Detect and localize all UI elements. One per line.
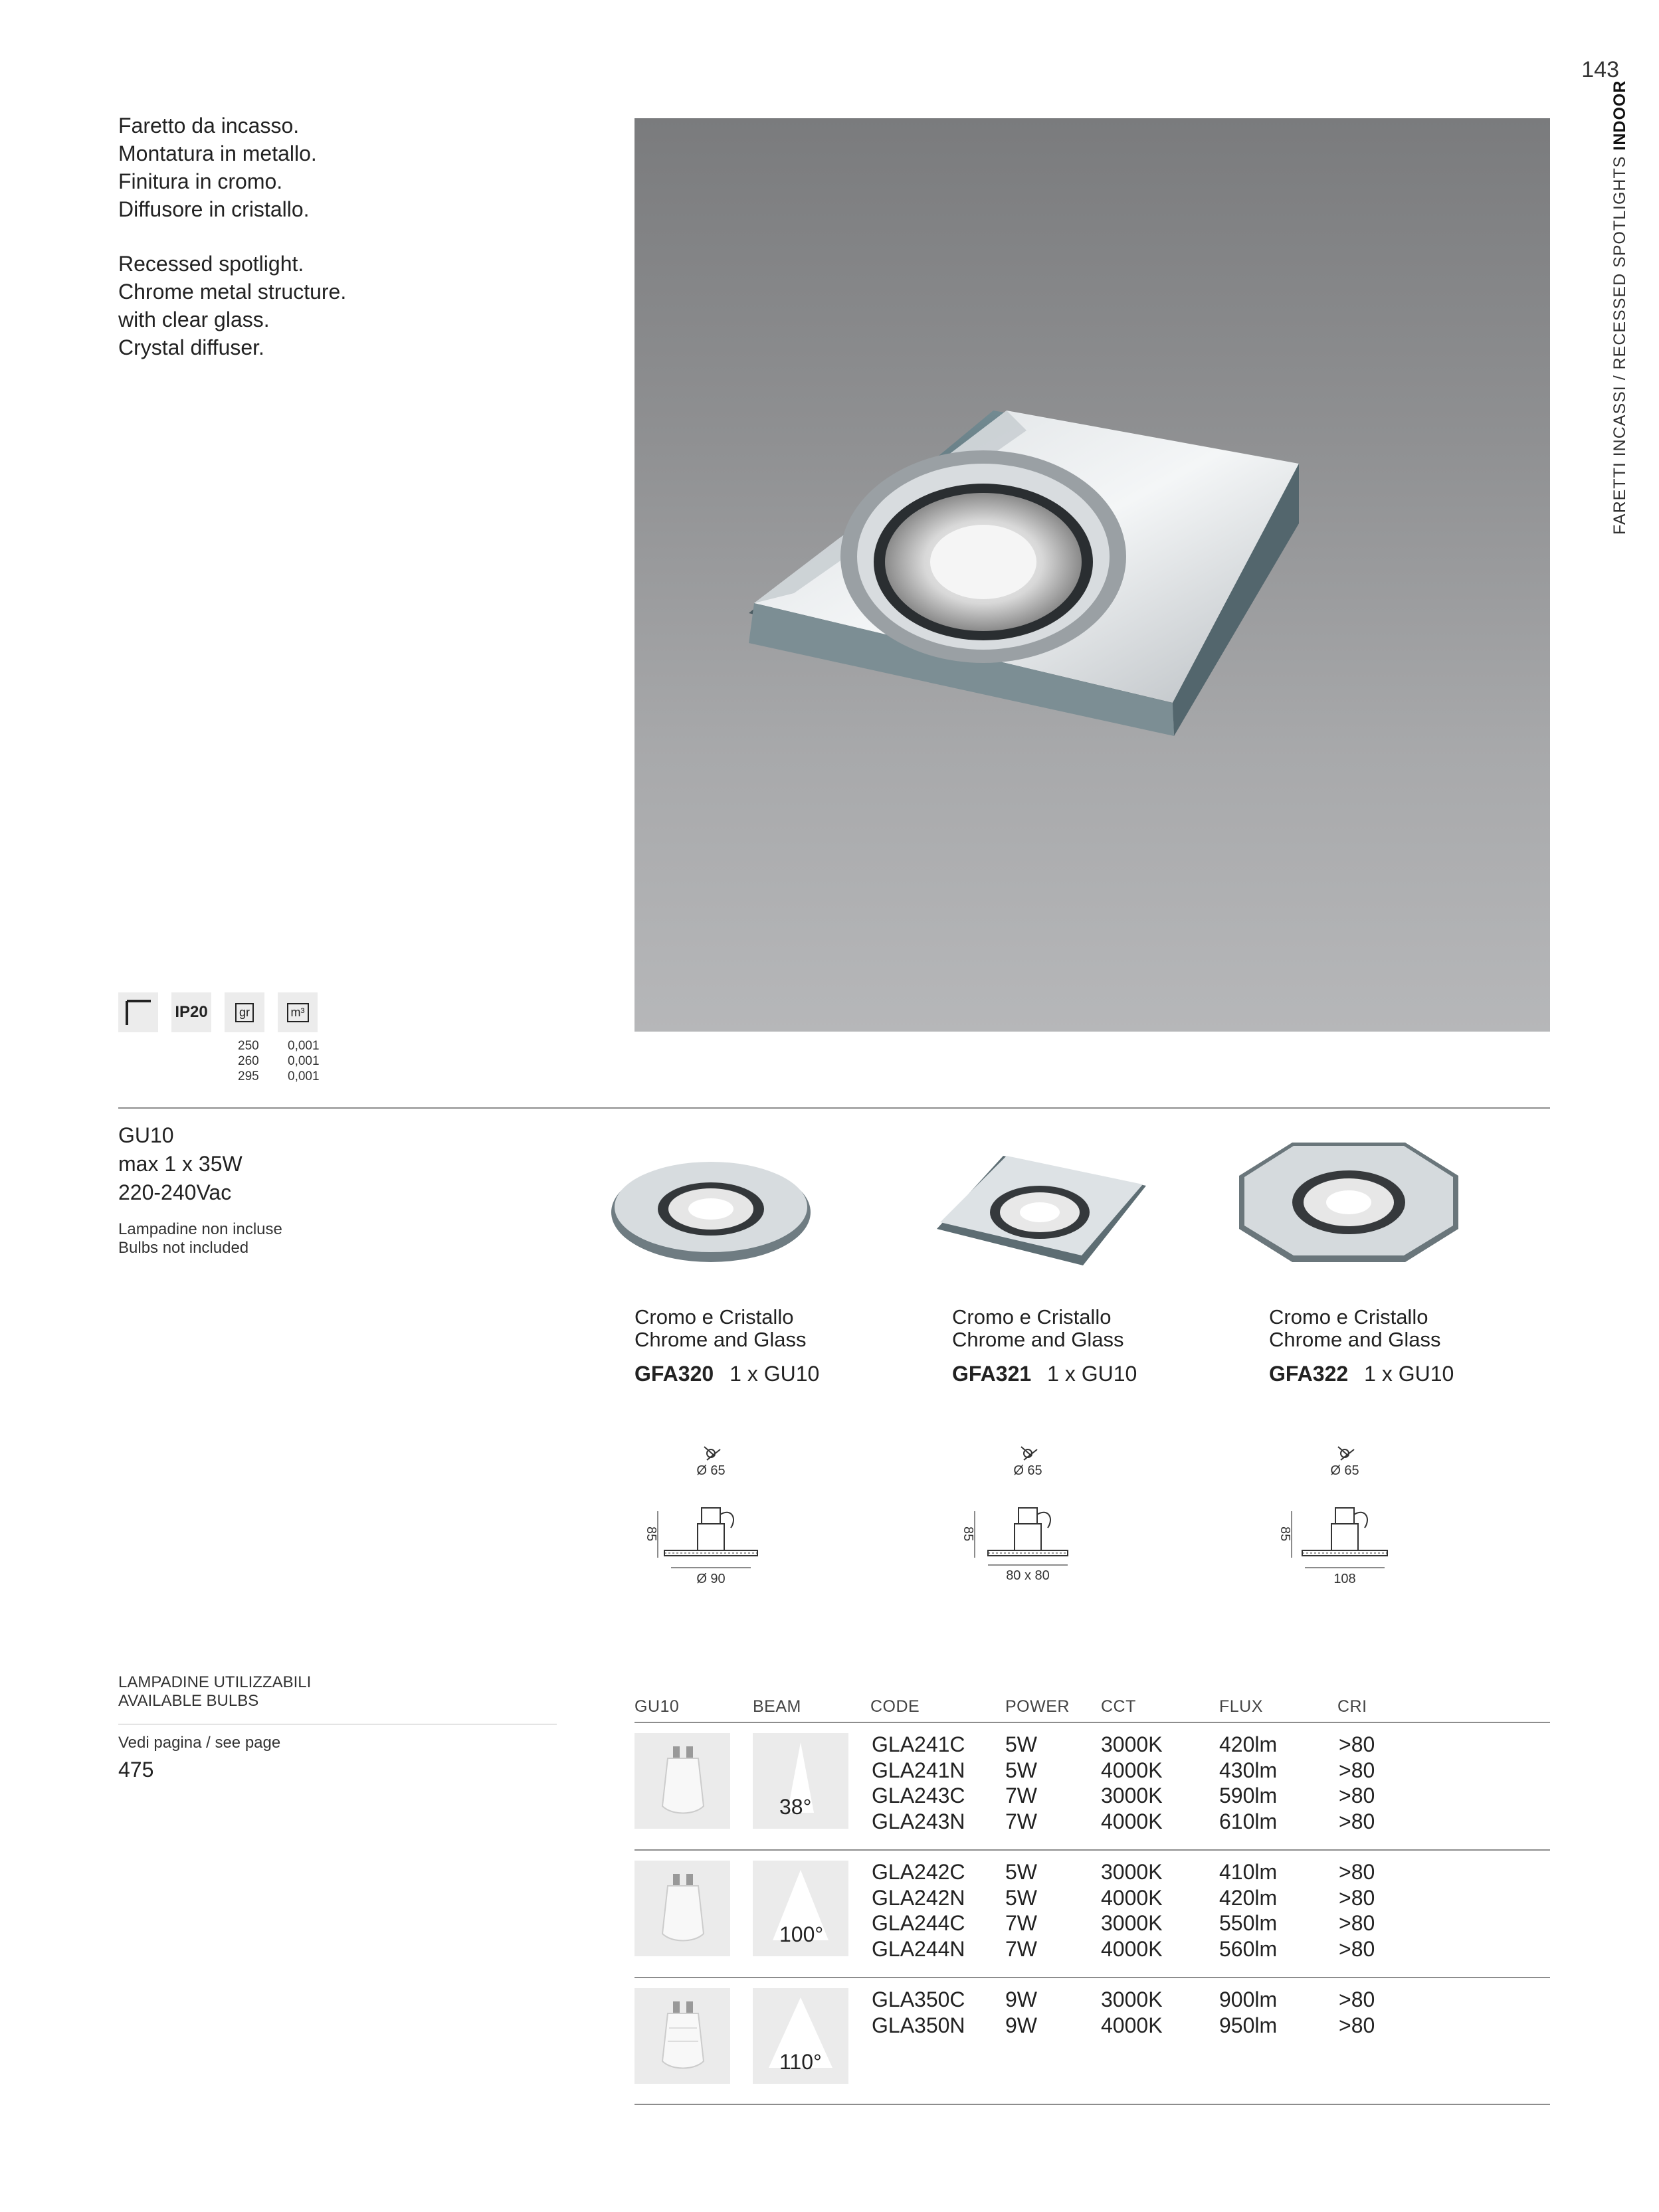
codes-column bbox=[872, 1732, 965, 1834]
product-photo-octagon bbox=[1232, 1136, 1465, 1272]
side-label-regular: FARETTI INCASSI / RECESSED SPOTLIGHTS bbox=[1610, 155, 1629, 535]
bulb-photo bbox=[634, 1733, 730, 1829]
finish-en: Chrome and Glass bbox=[634, 1328, 807, 1351]
beam-angle: 38° bbox=[779, 1795, 812, 1819]
square-spotlight-illustration bbox=[634, 118, 1550, 1032]
product-description bbox=[118, 112, 346, 388]
bulb-power: 9W bbox=[1005, 1987, 1037, 2011]
desc-it-line: Faretto da incasso. bbox=[118, 114, 300, 138]
bulb-cri: >80 bbox=[1339, 1885, 1375, 1910]
bulb-cct: 4000K bbox=[1101, 2013, 1163, 2037]
hole-dimension: Ø 65 bbox=[1013, 1463, 1042, 1478]
volume-value: 0,001 bbox=[288, 1069, 320, 1083]
power-column bbox=[1005, 1732, 1037, 1834]
bulb-flux: 420lm bbox=[1219, 1732, 1278, 1756]
product-finish bbox=[1269, 1306, 1440, 1351]
bulb-power: 7W bbox=[1005, 1809, 1037, 1833]
product-code: GFA320 bbox=[634, 1362, 714, 1386]
bulb-code: GLA241N bbox=[872, 1758, 965, 1782]
weight-value: 260 bbox=[238, 1054, 259, 1068]
bulb-flux: 550lm bbox=[1219, 1911, 1278, 1935]
bulb-photo bbox=[634, 1861, 730, 1956]
bulb-code: GLA243N bbox=[872, 1809, 965, 1833]
product-code-line bbox=[634, 1362, 819, 1386]
power-column bbox=[1005, 1859, 1037, 1962]
bulb-photo bbox=[634, 1988, 730, 2084]
desc-it-line: Finitura in cromo. bbox=[118, 169, 283, 193]
weight-value: 250 bbox=[238, 1039, 259, 1053]
bulbs-note-en: Bulbs not included bbox=[118, 1239, 249, 1257]
bulb-code: GLA242C bbox=[872, 1860, 965, 1884]
bulb-flux: 420lm bbox=[1219, 1885, 1278, 1910]
desc-it-line: Montatura in metallo. bbox=[118, 141, 317, 165]
bulb-cri: >80 bbox=[1339, 1809, 1375, 1833]
bulb-cct: 3000K bbox=[1101, 1860, 1163, 1884]
icon-row bbox=[118, 992, 318, 1032]
bulb-cct: 4000K bbox=[1101, 1885, 1163, 1910]
size-dimension: Ø 90 bbox=[696, 1572, 726, 1586]
weight-unit: gr bbox=[235, 1003, 254, 1022]
ceiling-mount-icon bbox=[118, 992, 158, 1032]
gu10-bulb-icon bbox=[634, 1861, 730, 1956]
header-cri: CRI bbox=[1337, 1697, 1367, 1716]
available-bulbs-title bbox=[118, 1673, 311, 1710]
cri-column bbox=[1339, 1987, 1375, 2038]
height-dimension: 85 bbox=[961, 1526, 975, 1542]
section-side-label bbox=[1610, 80, 1630, 535]
side-label-bold: INDOOR bbox=[1610, 80, 1629, 151]
tilt-icon bbox=[704, 1447, 720, 1460]
bulb-cct: 3000K bbox=[1101, 1911, 1163, 1935]
product-code: GFA321 bbox=[952, 1362, 1032, 1386]
bulb-cri: >80 bbox=[1339, 1911, 1375, 1935]
bulb-flux: 430lm bbox=[1219, 1758, 1278, 1782]
bulb-cct: 3000K bbox=[1101, 1784, 1163, 1807]
electrical-specs bbox=[118, 1121, 243, 1207]
finish-en: Chrome and Glass bbox=[952, 1328, 1124, 1351]
bulb-code: GLA242N bbox=[872, 1885, 965, 1910]
weight-icon bbox=[225, 992, 264, 1032]
desc-en-line: Recessed spotlight. bbox=[118, 252, 304, 276]
spec-line: 220-240Vac bbox=[118, 1180, 232, 1204]
table-header-divider bbox=[634, 1722, 1550, 1723]
bulb-cct: 3000K bbox=[1101, 1987, 1163, 2011]
tilt-icon bbox=[1338, 1447, 1354, 1460]
desc-en-line: with clear glass. bbox=[118, 308, 270, 331]
see-page-number: 475 bbox=[118, 1758, 154, 1782]
tilt-icon bbox=[1021, 1447, 1037, 1460]
product-photo-square bbox=[930, 1146, 1149, 1275]
bulb-cri: >80 bbox=[1339, 1936, 1375, 1961]
spec-line: GU10 bbox=[118, 1123, 174, 1147]
technical-drawing bbox=[638, 1441, 784, 1594]
hero-product-photo bbox=[634, 118, 1550, 1032]
hole-dimension: Ø 65 bbox=[696, 1463, 726, 1478]
product-photo-round bbox=[601, 1146, 821, 1275]
bulb-flux: 900lm bbox=[1219, 1987, 1278, 2011]
cri-column bbox=[1339, 1859, 1375, 1962]
size-dimension: 80 x 80 bbox=[1006, 1568, 1050, 1583]
bulb-code: GLA241C bbox=[872, 1732, 965, 1756]
bulb-code: GLA350N bbox=[872, 2013, 965, 2037]
cct-column bbox=[1101, 1859, 1163, 1962]
product-code-line bbox=[1269, 1362, 1454, 1386]
bulb-code: GLA350C bbox=[872, 1987, 965, 2011]
header-power: POWER bbox=[1005, 1697, 1070, 1716]
available-bulbs-it: LAMPADINE UTILIZZABILI bbox=[118, 1673, 312, 1691]
bulb-code: GLA244N bbox=[872, 1936, 965, 1961]
cct-column bbox=[1101, 1987, 1163, 2038]
bulb-code: GLA243C bbox=[872, 1784, 965, 1807]
flux-column bbox=[1219, 1987, 1277, 2038]
bulb-flux: 610lm bbox=[1219, 1809, 1278, 1833]
gu10-bulb-icon bbox=[634, 1988, 730, 2084]
header-beam: BEAM bbox=[753, 1697, 801, 1716]
product-code-line bbox=[952, 1362, 1137, 1386]
bulb-cct: 4000K bbox=[1101, 1809, 1163, 1833]
bulb-cct: 3000K bbox=[1101, 1732, 1163, 1756]
finish-en: Chrome and Glass bbox=[1269, 1328, 1441, 1351]
weights-list bbox=[238, 1038, 259, 1084]
bulb-power: 5W bbox=[1005, 1860, 1037, 1884]
bulb-power: 5W bbox=[1005, 1732, 1037, 1756]
bulb-cri: >80 bbox=[1339, 1732, 1375, 1756]
flux-column bbox=[1219, 1859, 1277, 1962]
volumes-list bbox=[288, 1038, 320, 1084]
bulb-power: 7W bbox=[1005, 1911, 1037, 1935]
codes-column bbox=[872, 1987, 965, 2038]
gu10-bulb-icon bbox=[634, 1733, 730, 1829]
bulb-power: 7W bbox=[1005, 1936, 1037, 1961]
bulb-cct: 4000K bbox=[1101, 1936, 1163, 1961]
finish-it: Cromo e Cristallo bbox=[1269, 1305, 1428, 1329]
product-finish bbox=[634, 1306, 806, 1351]
spec-line: max 1 x 35W bbox=[118, 1152, 243, 1176]
cct-column bbox=[1101, 1732, 1163, 1834]
bulb-power: 5W bbox=[1005, 1758, 1037, 1782]
beam-angle: 100° bbox=[779, 1922, 824, 1946]
bulb-flux: 410lm bbox=[1219, 1860, 1278, 1884]
bulbs-note bbox=[118, 1220, 282, 1257]
product-code: GFA322 bbox=[1269, 1362, 1349, 1386]
beam-angle-cell bbox=[753, 1988, 848, 2084]
bulb-cri: >80 bbox=[1339, 1860, 1375, 1884]
technical-drawing bbox=[955, 1441, 1101, 1594]
bulb-flux: 950lm bbox=[1219, 2013, 1278, 2037]
header-gu10: GU10 bbox=[634, 1697, 680, 1716]
codes-column bbox=[872, 1859, 965, 1962]
beam-angle-cell bbox=[753, 1861, 848, 1956]
technical-drawing bbox=[1272, 1441, 1418, 1594]
available-bulbs-en: AVAILABLE BULBS bbox=[118, 1692, 259, 1710]
description-italian bbox=[118, 112, 346, 223]
bulb-cct: 4000K bbox=[1101, 1758, 1163, 1782]
desc-it-line: Diffusore in cristallo. bbox=[118, 197, 310, 221]
beam-angle-cell bbox=[753, 1733, 848, 1829]
bulb-cri: >80 bbox=[1339, 2013, 1375, 2037]
bulb-flux: 590lm bbox=[1219, 1784, 1278, 1807]
volume-value: 0,001 bbox=[288, 1039, 320, 1053]
table-bottom-divider bbox=[634, 2104, 1550, 2105]
header-flux: FLUX bbox=[1219, 1697, 1263, 1716]
desc-en-line: Crystal diffuser. bbox=[118, 335, 264, 359]
product-lamp: 1 x GU10 bbox=[1047, 1362, 1137, 1386]
bulbs-note-it: Lampadine non incluse bbox=[118, 1220, 282, 1238]
bulb-power: 9W bbox=[1005, 2013, 1037, 2037]
bulb-power: 5W bbox=[1005, 1885, 1037, 1910]
bulb-cri: >80 bbox=[1339, 1784, 1375, 1807]
bulb-cri: >80 bbox=[1339, 1758, 1375, 1782]
bulb-flux: 560lm bbox=[1219, 1936, 1278, 1961]
row-divider bbox=[634, 1849, 1550, 1851]
divider bbox=[118, 1107, 1550, 1109]
product-lamp: 1 x GU10 bbox=[1364, 1362, 1454, 1386]
row-divider bbox=[634, 1977, 1550, 1978]
bulb-cri: >80 bbox=[1339, 1987, 1375, 2011]
see-page-label: Vedi pagina / see page bbox=[118, 1734, 281, 1752]
desc-en-line: Chrome metal structure. bbox=[118, 280, 347, 304]
finish-it: Cromo e Cristallo bbox=[634, 1305, 794, 1329]
bulb-power: 7W bbox=[1005, 1784, 1037, 1807]
ip-rating-icon: IP20 bbox=[171, 992, 211, 1032]
hole-dimension: Ø 65 bbox=[1330, 1463, 1359, 1478]
volume-value: 0,001 bbox=[288, 1054, 320, 1068]
height-dimension: 85 bbox=[644, 1526, 658, 1542]
beam-angle: 110° bbox=[779, 2050, 822, 2074]
weight-value: 295 bbox=[238, 1069, 259, 1083]
power-column bbox=[1005, 1987, 1037, 2038]
header-code: CODE bbox=[870, 1697, 920, 1716]
header-cct: CCT bbox=[1101, 1697, 1136, 1716]
volume-icon bbox=[278, 992, 318, 1032]
height-dimension: 85 bbox=[1278, 1526, 1292, 1542]
product-lamp: 1 x GU10 bbox=[730, 1362, 820, 1386]
page-number: 143 bbox=[1581, 57, 1619, 82]
finish-it: Cromo e Cristallo bbox=[952, 1305, 1112, 1329]
description-english bbox=[118, 250, 346, 361]
flux-column bbox=[1219, 1732, 1277, 1834]
cri-column bbox=[1339, 1732, 1375, 1834]
volume-unit: m³ bbox=[287, 1003, 309, 1022]
bulb-code: GLA244C bbox=[872, 1911, 965, 1935]
size-dimension: 108 bbox=[1333, 1572, 1356, 1586]
product-finish bbox=[952, 1306, 1123, 1351]
